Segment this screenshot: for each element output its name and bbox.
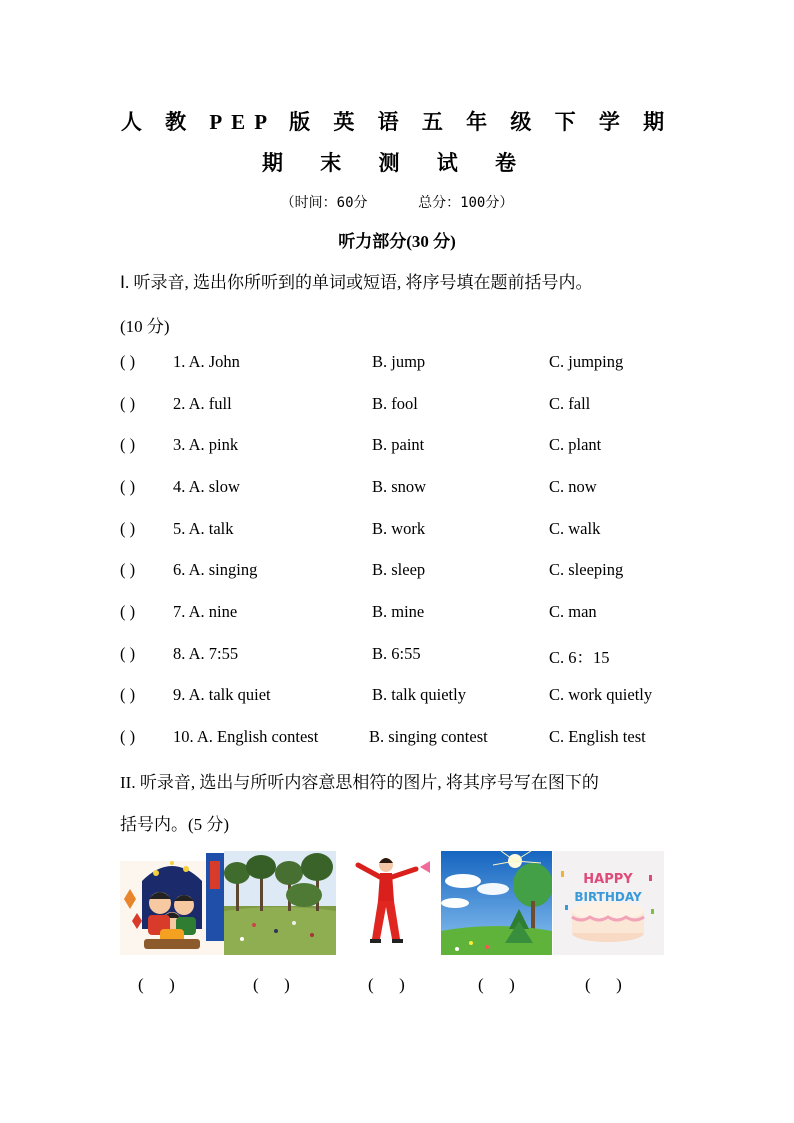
option-c: C. sleeping: [549, 560, 624, 579]
answer-bracket[interactable]: ( ): [120, 644, 136, 663]
picture-answer-bracket[interactable]: ( ): [138, 975, 175, 994]
cake-text-birthday: BIRTHDAY: [574, 890, 642, 904]
picture-answer-bracket[interactable]: ( ): [253, 975, 290, 994]
part2-instruction-cont: 括号内。(5 分): [120, 815, 230, 834]
option-b: B. jump: [372, 352, 426, 371]
family-festival-icon: [120, 851, 224, 955]
exam-time-score: （时间：60分 总分：100分）: [280, 195, 514, 211]
option-a: 8. A. 7:55: [173, 644, 239, 663]
answer-bracket[interactable]: ( ): [120, 560, 136, 579]
option-c: C. walk: [549, 519, 601, 538]
part1-score: (10 分): [120, 317, 170, 336]
option-b: B. paint: [372, 435, 425, 454]
option-c: C. 6：15: [549, 648, 610, 667]
option-b: B. sleep: [372, 560, 426, 579]
option-a: 6. A. singing: [173, 560, 258, 579]
part1-instruction: Ⅰ. 听录音, 选出你所听到的单词或短语, 将序号填在题前括号内。: [120, 273, 593, 292]
option-b: B. singing contest: [369, 727, 488, 746]
option-a: 10. A. English contest: [173, 727, 319, 746]
option-b: B. work: [372, 519, 426, 538]
option-a: 5. A. talk: [173, 519, 234, 538]
park-picnic-icon: [224, 851, 336, 955]
option-b: B. snow: [372, 477, 427, 496]
dancer-icon: [336, 851, 440, 949]
picture-answer-bracket[interactable]: ( ): [478, 975, 515, 994]
option-c: C. English test: [549, 727, 646, 746]
exam-title-line1: 人 教 PEP 版 英 语 五 年 级 下 学 期: [120, 110, 674, 134]
option-b: B. fool: [372, 394, 418, 413]
answer-bracket[interactable]: ( ): [120, 519, 136, 538]
option-b: B. 6:55: [372, 644, 421, 663]
answer-bracket[interactable]: ( ): [120, 394, 136, 413]
option-a: 2. A. full: [173, 394, 232, 413]
option-c: C. plant: [549, 435, 602, 454]
option-a: 9. A. talk quiet: [173, 685, 271, 704]
part2-instruction: II. 听录音, 选出与所听内容意思相符的图片, 将其序号写在图下的: [120, 773, 599, 792]
option-c: C. man: [549, 602, 597, 621]
birthday-cake-icon: [553, 851, 664, 955]
answer-bracket[interactable]: ( ): [120, 435, 136, 454]
exam-title-line2: 期 末 测 试 卷: [262, 151, 532, 175]
answer-bracket[interactable]: ( ): [120, 477, 136, 496]
picture-answer-bracket[interactable]: ( ): [368, 975, 405, 994]
option-c: C. jumping: [549, 352, 624, 371]
option-a: 1. A. John: [173, 352, 240, 371]
option-b: B. talk quietly: [372, 685, 466, 704]
option-a: 7. A. nine: [173, 602, 238, 621]
answer-bracket[interactable]: ( ): [120, 685, 136, 704]
picture-answer-bracket[interactable]: ( ): [585, 975, 622, 994]
option-b: B. mine: [372, 602, 425, 621]
option-a: 4. A. slow: [173, 477, 240, 496]
answer-bracket[interactable]: ( ): [120, 727, 136, 746]
option-c: C. fall: [549, 394, 591, 413]
cake-text-happy: HAPPY: [583, 872, 633, 887]
answer-bracket[interactable]: ( ): [120, 602, 136, 621]
option-a: 3. A. pink: [173, 435, 239, 454]
spring-landscape-icon: [441, 851, 552, 955]
option-c: C. now: [549, 477, 597, 496]
option-c: C. work quietly: [549, 685, 653, 704]
answer-bracket[interactable]: ( ): [120, 352, 136, 371]
section-title: 听力部分(30 分): [338, 232, 456, 251]
